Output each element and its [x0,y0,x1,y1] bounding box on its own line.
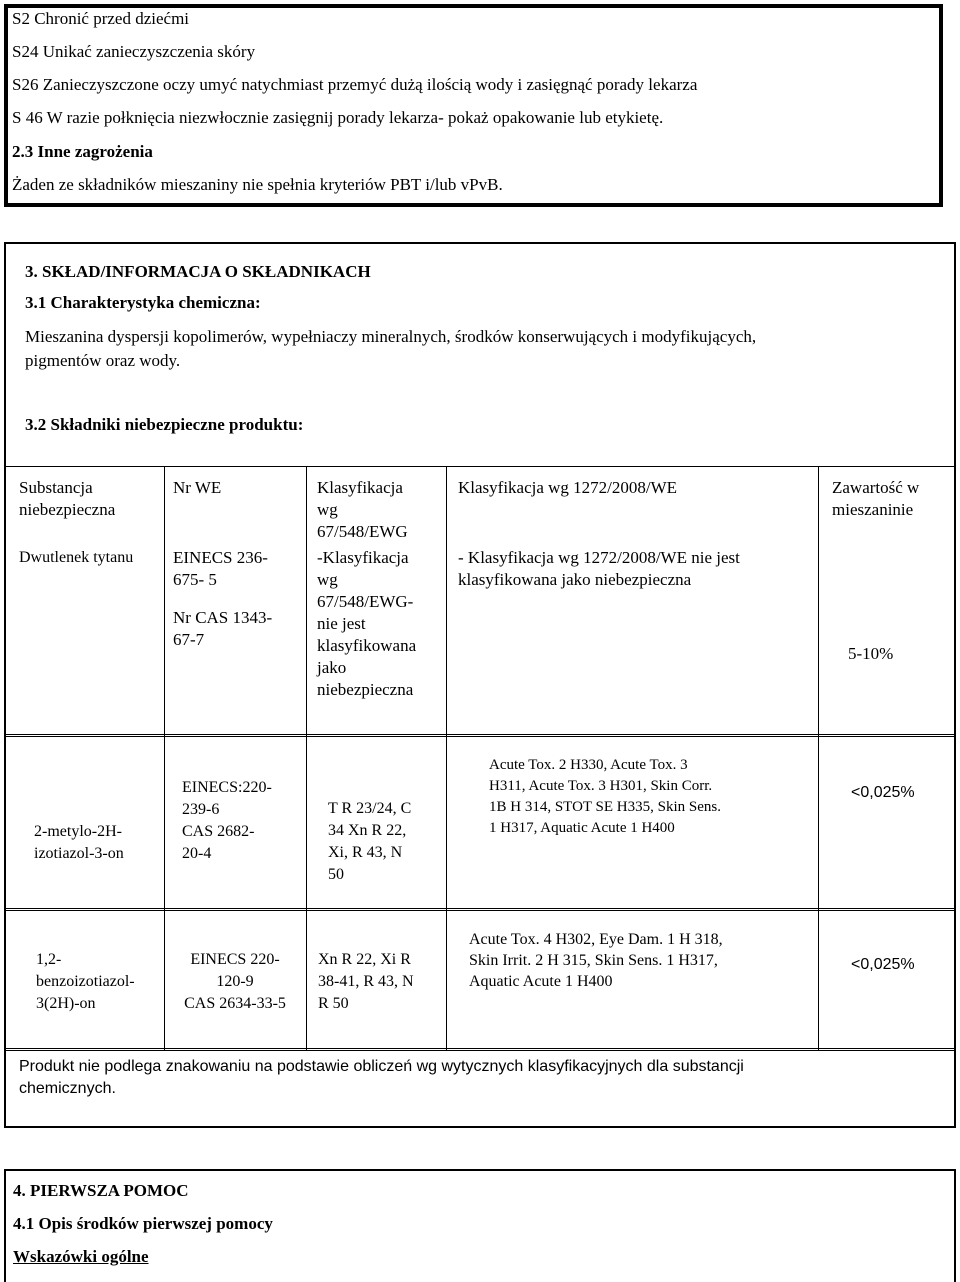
row-divider [5,910,955,911]
row3-content: <0,025% [851,956,915,973]
section-3-heading: 3. SKŁAD/INFORMACJA O SKŁADNIKACH [25,262,371,281]
general-guidance-heading: Wskazówki ogólne [13,1247,149,1266]
s2-phrase: S2 Chronić przed dziećmi [12,9,190,28]
row1-substance: Dwutlenek tytanu [19,549,134,566]
header-nr-we: Nr WE [173,478,222,497]
row2-substance: 2-metylo-2H- izotiazol-3-on [34,823,124,862]
row3-klasyfikacja-67: Xn R 22, Xi R 38-41, R 43, N R 50 [318,951,414,1012]
heading-2-3: 2.3 Inne zagrożenia [12,142,153,161]
section-3-1-text-line2: pigmentów oraz wody. [25,351,181,370]
row-divider [5,1050,955,1051]
header-klasyfikacja-1272: Klasyfikacja wg 1272/2008/WE [458,478,678,497]
column-divider [818,466,819,1050]
row1-klasyfikacja-67: -Klasyfikacja wg 67/548/EWG- nie jest klasyfikowana jako niebezpieczna [317,548,417,699]
row1-content: 5-10% [848,644,894,663]
table-footer-note: Produkt nie podlega znakowaniu na podstawie obliczeń wg wytycznych klasyfikacyjnych dla substancji chemicznych. [19,1058,744,1097]
section-3-1-heading: 3.1 Charakterystyka chemiczna: [25,293,261,312]
row-divider [5,734,955,735]
row3-substance: 1,2- benzoizotiazol- 3(2H)-on [36,951,135,1012]
table-top-border [5,466,955,467]
header-substance: Substancja niebezpieczna [19,478,116,519]
row3-nr-we: EINECS 220- 120-9 CAS 2634-33-5 [184,951,286,1012]
section-3-box [4,242,956,1128]
row2-klasyfikacja-1272: Acute Tox. 2 H330, Acute Tox. 3 H311, Acute Tox. 3 H301, Skin Corr. 1B H 314, STOT SE H335, Skin Sens. 1 H317, Aquatic Acute 1 H400 [489,757,721,836]
header-content: Zawartość w mieszaninie [832,478,920,519]
row-divider [5,736,955,737]
section-3-2-heading: 3.2 Składniki niebezpieczne produktu: [25,415,304,434]
column-divider [306,466,307,1050]
row-divider [5,908,955,909]
row2-content: <0,025% [851,784,915,801]
section-4-heading: 4. PIERWSZA POMOC [13,1181,189,1200]
s24-phrase: S24 Unikać zanieczyszczenia skóry [12,42,256,61]
text-2-3: Żaden ze składników mieszaniny nie spełnia kryteriów PBT i/lub vPvB. [12,175,503,194]
row2-klasyfikacja-67: T R 23/24, C 34 Xn R 22, Xi, R 43, N 50 [328,800,412,883]
row2-nr-we: EINECS:220- 239-6 CAS 2682- 20-4 [182,779,272,862]
row1-nr-we: EINECS 236- 675- 5 Nr CAS 1343- 67-7 [173,548,273,649]
row1-klasyfikacja-1272: - Klasyfikacja wg 1272/2008/WE nie jest klasyfikowana jako niebezpieczna [458,548,740,589]
column-divider [164,466,165,1050]
row-divider [5,1048,955,1049]
header-klasyfikacja-67: Klasyfikacja wg 67/548/EWG [317,478,408,541]
section-4-1-heading: 4.1 Opis środków pierwszej pomocy [13,1214,273,1233]
row3-klasyfikacja-1272: Acute Tox. 4 H302, Eye Dam. 1 H 318, Skin Irrit. 2 H 315, Skin Sens. 1 H317, Aquatic Acute 1 H400 [469,931,723,990]
section-3-1-text-line1: Mieszanina dyspersji kopolimerów, wypełniaczy mineralnych, środków konserwujących i modyfikujących, [25,327,757,346]
s46-phrase: S 46 W razie połknięcia niezwłocznie zasięgnij porady lekarza- pokaż opakowanie lub etykietę. [12,108,664,127]
column-divider [446,466,447,1050]
s26-phrase: S26 Zanieczyszczone oczy umyć natychmiast przemyć dużą ilością wody i zasięgnąć porady lekarza [12,75,698,94]
